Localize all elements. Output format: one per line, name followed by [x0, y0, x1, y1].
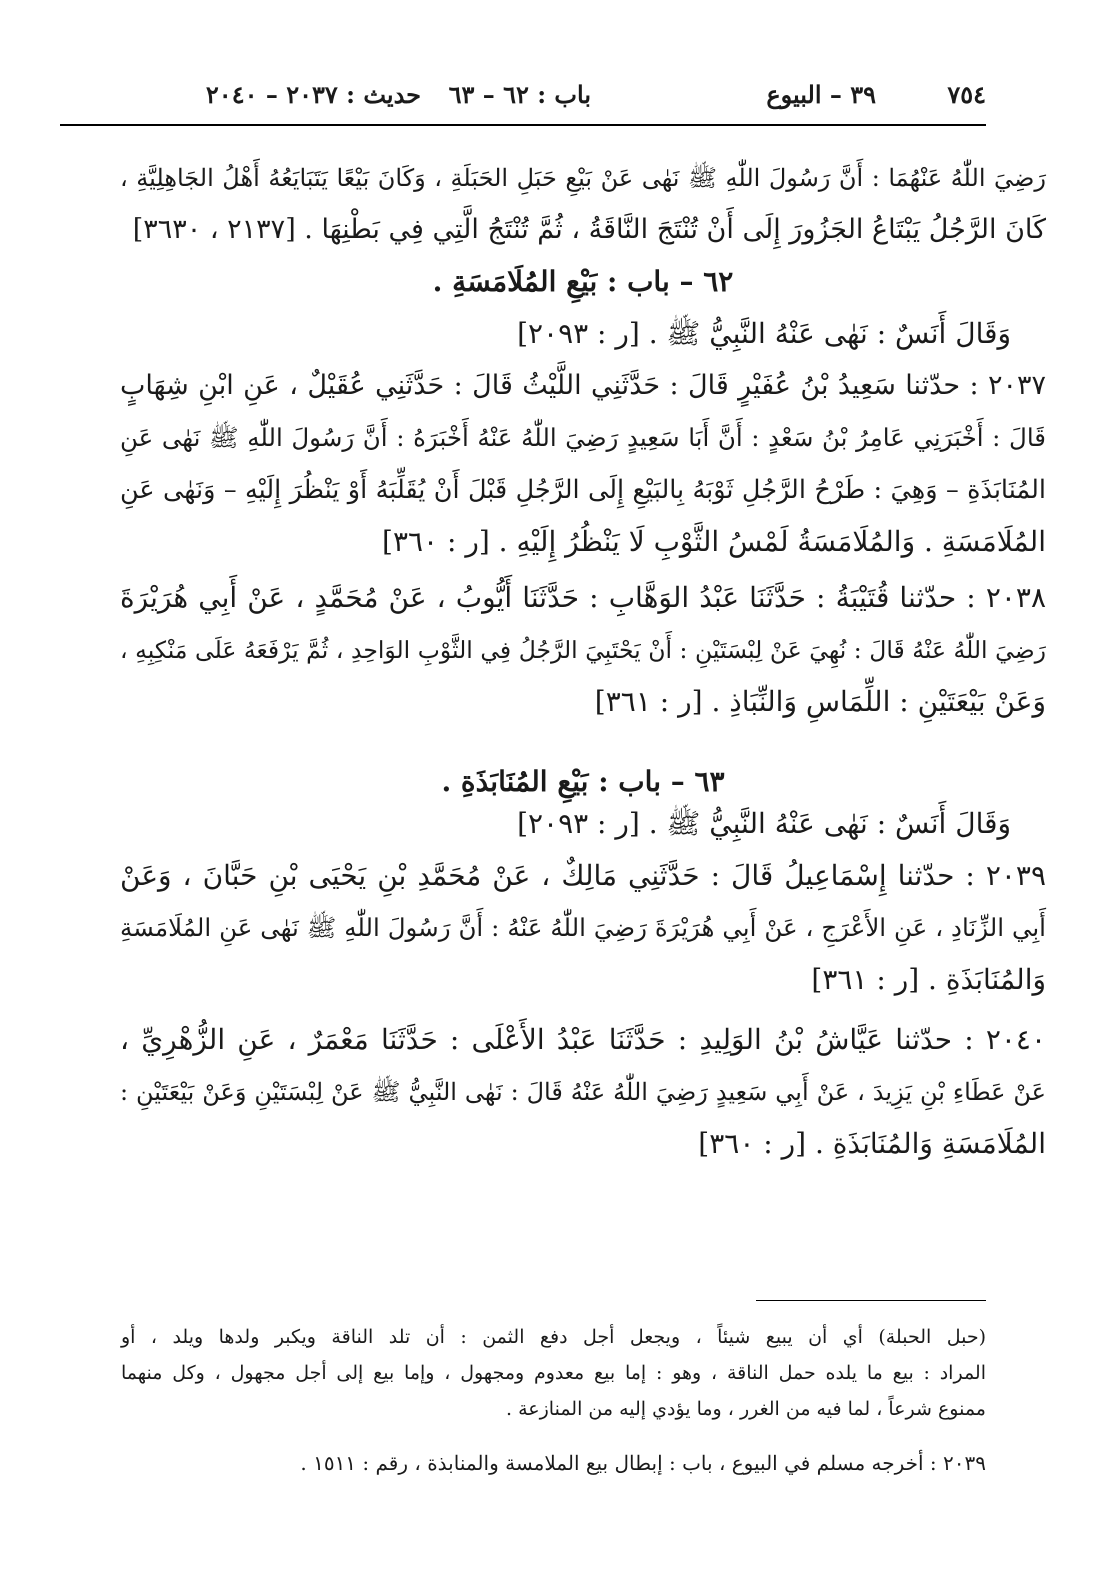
text-line: وَالمُنَابَذَةِ . [ر : ٣٦١] — [811, 963, 1046, 996]
hadith-2038-line: ٢٠٣٨ : حدّثنا قُتَيْبَةُ : حَدَّثَنَا عَبْدُ الوَهَّابِ : حَدَّثَنَا أَيُّوبُ ، عَنْ مُحَمَّدٍ ، عَنْ أَبِي هُرَيْرَةَ — [120, 581, 1046, 614]
text-line: أَبِي الزِّنَادِ ، عَنِ الأَعْرَجِ ، عَنْ أَبِي هُرَيْرَةَ رَضِيَ اللّٰهُ عَنْهُ : أَنَّ رَسُولَ اللّٰهِ ﷺ نَهٰى عَنِ المُلَامَسَةِ — [120, 913, 1046, 942]
hadith-2037-line: ٢٠٣٧ : حدّثنا سَعِيدُ بْنُ عُفَيْرٍ قَالَ : حَدَّثَنِي اللَّيْثُ قَالَ : حَدَّثَنِي عُقَيْلٌ ، عَنِ ابْنِ شِهَابٍ — [120, 370, 1046, 401]
page-number: ٧٥٤ — [947, 80, 986, 109]
footnote-takhrij: ٢٠٣٩ : أخرجه مسلم في البيوع ، باب : إبطال بيع الملامسة والمنابذة ، رقم : ١٥١١ . — [300, 1451, 986, 1475]
text-line: وَقَالَ أَنَسٌ : نَهٰى عَنْهُ النَّبِيُّ ﷺ . [ر : ٢٠٩٣] — [517, 317, 1011, 350]
footnote-line: المراد : بيع ما يلده حمل الناقة ، وهو : إما بيع معدوم ومجهول ، وإما بيع إلى أجل مجهول ، وكل منهما — [121, 1362, 986, 1384]
footnote-line: ممنوع شرعاً ، لما فيه من الغرر ، وما يؤدي إليه من المنازعة . — [506, 1398, 986, 1420]
footnote-line: (حبل الحبلة) أي أن يبيع شيئاً ، ويجعل أجل دفع الثمن : أن تلد الناقة ويكبر ولدها ويلد ، أو — [121, 1326, 986, 1348]
footnote-rule — [756, 1300, 986, 1301]
text-line: وَعَنْ بَيْعَتَيْنِ : اللِّمَاسِ وَالنِّبَاذِ . [ر : ٣٦١] — [594, 685, 1046, 718]
text-line: رَضِيَ اللّٰهُ عَنْهُمَا : أَنَّ رَسُولَ اللّٰهِ ﷺ نَهٰى عَنْ بَيْعِ حَبَلِ الحَبَلَةِ ، وَكَانَ بَيْعًا يَتَبَايَعُهُ أَهْلُ الجَاهِلِيَّةِ ، — [120, 164, 1046, 192]
header-rule — [60, 124, 986, 126]
text-line: المُنَابَذَةِ – وَهِيَ : طَرْحُ الرَّجُلِ ثَوْبَهُ بِالبَيْعِ إِلَى الرَّجُلِ قَبْلَ أَنْ يُقَلِّبَهُ أَوْ يَنْظُرَ إِلَيْهِ – وَنَهٰى عَنِ — [120, 475, 1046, 505]
book-title: ٣٩ – البيوع — [766, 80, 876, 109]
hadith-range: حديث : ٢٠٣٧ – ٢٠٤٠ — [205, 80, 421, 109]
hadith-2040-line: ٢٠٤٠ : حدّثنا عَيَّاشُ بْنُ الوَلِيدِ : حَدَّثَنَا عَبْدُ الأَعْلَى : حَدَّثَنَا مَعْمَرٌ ، عَنِ الزُّهْرِيِّ ، — [120, 1023, 1046, 1056]
running-header — [190, 74, 986, 118]
text-line: المُلَامَسَةِ وَالمُنَابَذَةِ . [ر : ٣٦٠] — [698, 1127, 1046, 1160]
text-line: قَالَ : أَخْبَرَنِي عَامِرُ بْنُ سَعْدٍ : أَنَّ أَبَا سَعِيدٍ رَضِيَ اللّٰهُ عَنْهُ أَخْبَرَهُ : أَنَّ رَسُولَ اللّٰهِ ﷺ نَهٰى عَنِ — [120, 423, 1046, 452]
text-line: المُلَامَسَةِ . وَالمُلَامَسَةُ لَمْسُ الثَّوْبِ لَا يَنْظُرُ إِلَيْهِ . [ر : ٣٦٠] — [382, 525, 1046, 558]
chapter-heading-62: ٦٢ – باب : بَيْعِ المُلَامَسَةِ . — [432, 265, 734, 298]
text-line: وَقَالَ أَنَسٌ : نَهٰى عَنْهُ النَّبِيُّ ﷺ . [ر : ٢٠٩٣] — [517, 807, 1011, 840]
hadith-2039-line: ٢٠٣٩ : حدّثنا إِسْمَاعِيلُ قَالَ : حَدَّثَنِي مَالِكٌ ، عَنْ مُحَمَّدِ بْنِ يَحْيَى بْنِ حَبَّانَ ، وَعَنْ — [120, 859, 1046, 892]
text-line: كَانَ الرَّجُلُ يَبْتَاعُ الجَزُورَ إِلَى أَنْ تُنْتَجَ النَّاقَةُ ، ثُمَّ تُنْتَجُ الَّتِي فِي بَطْنِهَا . [٢١٣٧ ، ٣٦٣٠] — [132, 214, 1046, 245]
text-line: رَضِيَ اللّٰهُ عَنْهُ قَالَ : نُهِيَ عَنْ لِبْسَتَيْنِ : أَنْ يَحْتَبِيَ الرَّجُلُ فِي الثَّوْبِ الوَاحِدِ ، ثُمَّ يَرْفَعَهُ عَلَى مَنْكِبِهِ ، — [120, 636, 1046, 664]
chapter-heading-63: ٦٣ – باب : بَيْعِ المُنَابَذَةِ . — [441, 765, 725, 798]
text-line: عَنْ عَطَاءِ بْنِ يَزِيدَ ، عَنْ أَبِي سَعِيدٍ رَضِيَ اللّٰهُ عَنْهُ قَالَ : نَهٰى النَّبِيُّ ﷺ عَنْ لِبْسَتَيْنِ وَعَنْ بَيْعَتَيْنِ : — [120, 1078, 1046, 1106]
chapter-range: باب : ٦٢ – ٦٣ — [448, 80, 591, 109]
